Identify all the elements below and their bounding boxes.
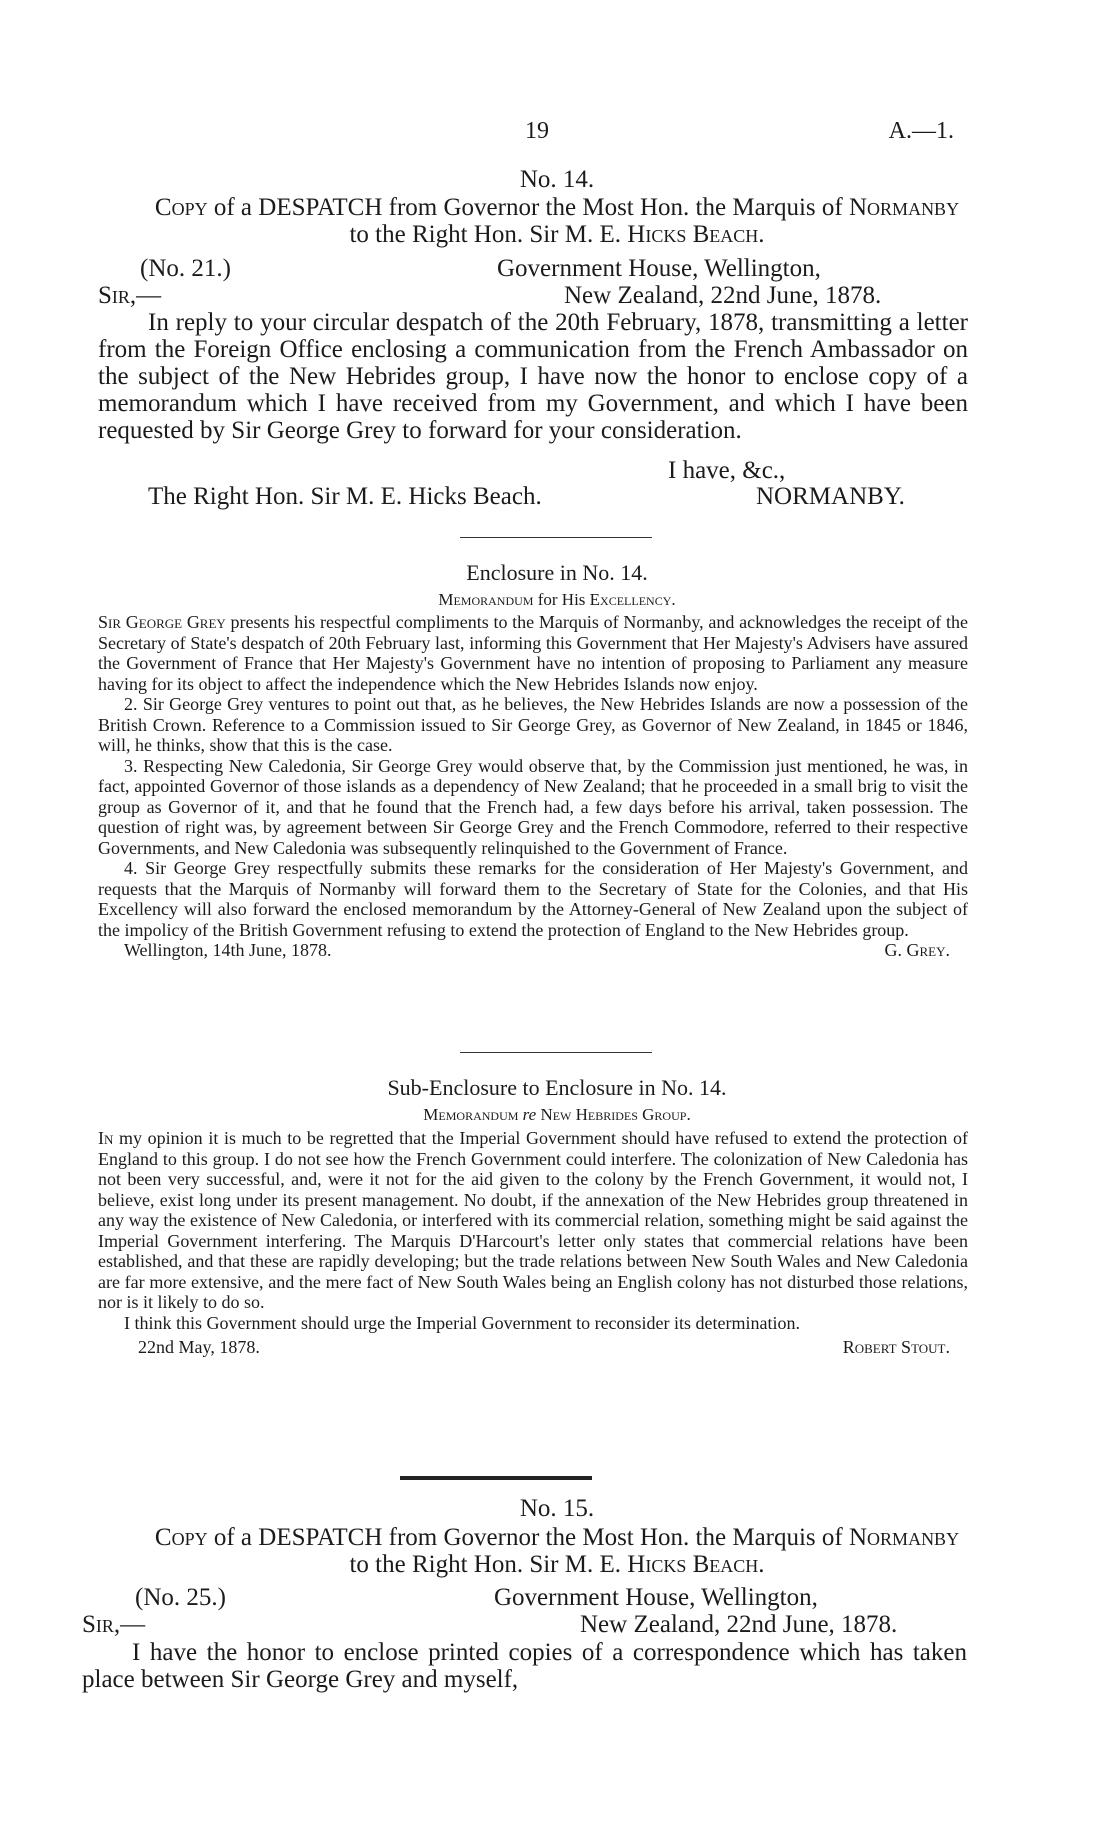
place-line-2: New Zealand, 22nd June, 1878.	[580, 1611, 898, 1638]
title-period: .	[758, 221, 765, 248]
despatch-15-number: No. 15.	[519, 1495, 595, 1522]
copy-word: Copy	[154, 194, 208, 221]
paragraph-2: I think this Government should urge the Imperial Government to reconsider its determination.	[124, 1312, 801, 1333]
dateline: Wellington, 14th June, 1878.	[124, 940, 332, 960]
despatch-14-ref-line	[0, 255, 1114, 282]
enclosure-body	[98, 612, 968, 962]
subtitle-period: .	[671, 590, 676, 609]
re-word: re	[518, 1105, 541, 1124]
salutation: Sir,—	[82, 1611, 146, 1638]
signature: NORMANBY.	[756, 483, 905, 510]
secretary-name: Hicks Beach	[627, 221, 759, 248]
despatch-15-salutation-line	[0, 1611, 1114, 1638]
governor-name: Normanby	[849, 194, 960, 221]
place-line-1: Government House, Wellington,	[497, 255, 821, 282]
despatch-15-ref-line	[0, 1584, 1114, 1611]
enclosure-subtitle	[0, 590, 1114, 610]
excellency-word: Excellency	[589, 590, 672, 609]
paragraph-2: 2. Sir George Grey ventures to point out that, as he believes, the New Hebrides Islands are now a possession of the British Crown. Reference to a Commission issued to Sir George Grey, as Governor of New Zealand, in 1845 or 1846, will, he thinks, show that this is the case.	[98, 694, 968, 755]
paragraph-lead: Sir George Grey	[98, 612, 226, 632]
place-line-2: New Zealand, 22nd June, 1878.	[564, 282, 882, 309]
title-text: of a DESPATCH from Governor the Most Hon. the Marquis of	[207, 1524, 849, 1551]
paragraph-4: 4. Sir George Grey respectfully submits these remarks for the consideration of Her Majesty's Government, and requests that the Marquis of Normanby will forward them to the Secretary of State for the Colonies, and that His Excellency will also forward the enclosed memorandum by the Attorney-General of New Zealand upon the subject of the impolicy of the British Government refusing to extend the protection of England to the New Hebrides group.	[98, 858, 968, 940]
despatch-15-title-line1	[0, 1524, 1114, 1551]
dateline: 22nd May, 1878.	[138, 1337, 260, 1357]
signature: G. Grey.	[884, 940, 950, 960]
despatch-ref: (No. 25.)	[135, 1584, 226, 1611]
despatch-14-body: In reply to your circular despatch of the 20th February, 1878, transmitting a letter from the Foreign Office enclosing a communication from the French Ambassador on the subject of the New Hebrides group, I have now the honor to enclose copy of a memorandum which I have received from my Government, and which I have been requested by Sir George Grey to forward for your consideration.	[98, 309, 968, 444]
closing: I have, &c.,	[668, 457, 786, 484]
paragraph-1	[98, 612, 968, 694]
copy-word: Copy	[154, 1524, 208, 1551]
paragraph-lead: In	[98, 1128, 114, 1148]
addressee: The Right Hon. Sir M. E. Hicks Beach.	[148, 483, 542, 510]
despatch-14-title-line2	[0, 221, 1114, 248]
despatch-14-title-line1	[0, 194, 1114, 221]
title-text: to the Right Hon. Sir M. E.	[349, 221, 628, 248]
despatch-15-title-line2	[0, 1551, 1114, 1578]
despatch-15-body: I have the honor to enclose printed copies of a correspondence which has taken place between Sir George Grey and myself,	[82, 1639, 967, 1693]
paragraph-3: 3. Respecting New Caledonia, Sir George Grey would observe that, by the Commission just mentioned, he was, in fact, appointed Governor of those islands as a dependency of New Zealand; that he proceeded in a small brig to visit the group as Governor of it, and that he found that the French had, a few days before his arrival, taken possession. The question of right was, by agreement between Sir George Grey and the French Commodore, referred to their respective Governments, and New Caledonia was subsequently relinquished to the Government of France.	[98, 755, 968, 858]
paragraph-1	[98, 1128, 968, 1313]
subject-words: New Hebrides Group	[540, 1105, 687, 1124]
salutation: Sir,—	[98, 282, 162, 309]
despatch-14-number: No. 14.	[519, 166, 595, 193]
enclosure-title: Enclosure in No. 14.	[466, 560, 648, 585]
divider	[460, 1052, 652, 1053]
enclosure-dateline-row	[98, 940, 968, 962]
running-header	[0, 118, 1114, 148]
section-divider	[400, 1476, 592, 1480]
memorandum-word: Memorandum	[438, 590, 534, 609]
sub-enclosure-subtitle	[0, 1105, 1114, 1125]
title-period: .	[758, 1551, 765, 1578]
sub-enclosure-body	[98, 1128, 968, 1361]
signature: Robert Stout.	[842, 1337, 950, 1357]
page-number: 19	[525, 118, 549, 144]
despatch-14-signoff	[0, 483, 1114, 510]
subtitle-period: .	[686, 1105, 691, 1124]
governor-name: Normanby	[849, 1524, 960, 1551]
paragraph-text: my opinion it is much to be regretted that the Imperial Government should have refused to extend the protection of England to this group. I do not see how the French Government could interfere. The colonization of New Caledonia has not been very successful, and, were it not for the aid given to the colony by the French Government, it would not, I believe, exist long under its present management. No doubt, if the annexation of the New Hebrides group threatened in any way the existence of New Caledonia, or interfered with its commercial relation, something might be said against the Imperial Government interfering. The Marquis D'Harcourt's letter only states that commercial relations have been established, and that these are rapidly developing; but the trade relations between New South Wales and New Caledonia are far more extensive, and the mere fact of New South Wales being an English colony has not disturbed those relations, nor is it likely to do so.	[98, 1128, 968, 1312]
document-reference: A.—1.	[888, 118, 954, 144]
secretary-name: Hicks Beach	[627, 1551, 759, 1578]
place-line-1: Government House, Wellington,	[494, 1584, 818, 1611]
memorandum-word: Memorandum	[423, 1105, 519, 1124]
title-text: to the Right Hon. Sir M. E.	[349, 1551, 628, 1578]
paragraph-text: presents his respectful compliments to the Marquis of Normanby, and acknowledges the receipt of the Secretary of State's despatch of 20th February last, informing this Government that Her Majesty's Advisers have assured the Government of France that Her Majesty's Government have no intention of proposing to Parliament any measure having for its object to affect the independence which the New Hebrides Islands now enjoy.	[98, 612, 968, 694]
sub-enclosure-dateline-row	[98, 1337, 968, 1361]
divider	[460, 537, 652, 538]
subtitle-text: for His	[533, 590, 590, 609]
despatch-14-closing	[0, 457, 1114, 484]
despatch-ref: (No. 21.)	[140, 255, 231, 282]
title-text: of a DESPATCH from Governor the Most Hon. the Marquis of	[207, 194, 849, 221]
despatch-14-salutation-line	[0, 282, 1114, 309]
sub-enclosure-title: Sub-Enclosure to Enclosure in No. 14.	[387, 1075, 727, 1100]
